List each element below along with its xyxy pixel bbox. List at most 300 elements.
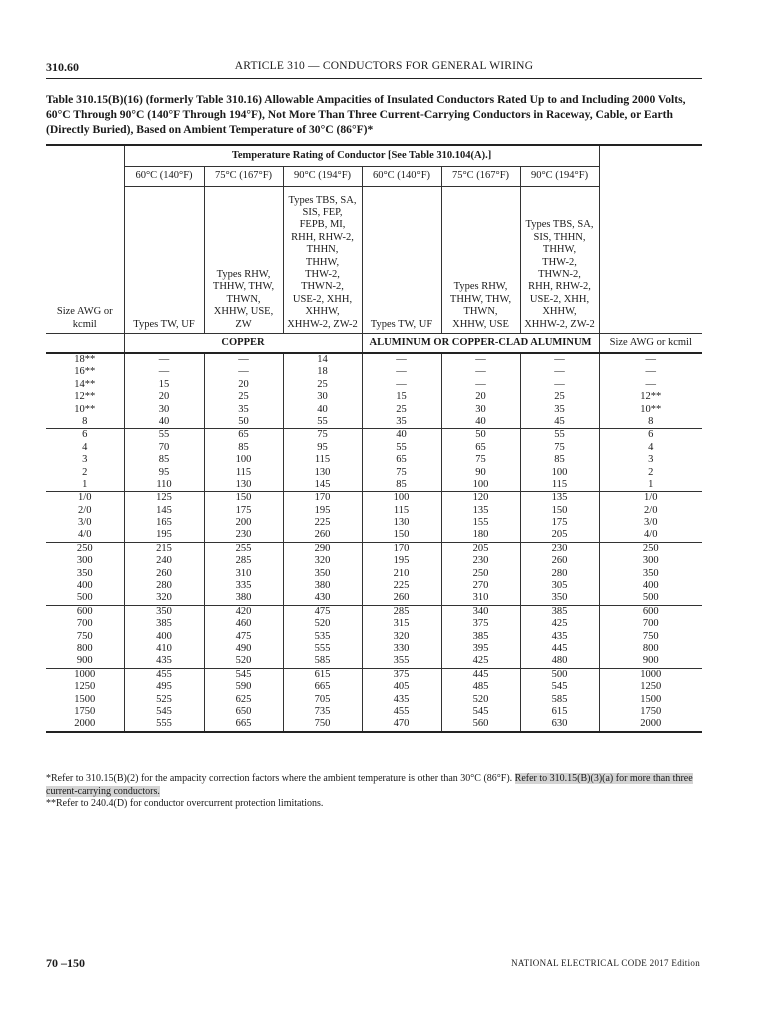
cell-value: 260 xyxy=(314,529,331,541)
cell-value: 8 xyxy=(648,415,654,427)
types-90c-cu: Types TBS, SA, SIS, FEP, FEPB, MI, RHH, RHW-2, THHN, THHW, THW-2, THWN-2, USE-2, XHH, XHHW, XHHW-2, ZW-2 xyxy=(283,187,362,334)
table-cell xyxy=(599,605,702,668)
cell-value: 95 xyxy=(317,441,328,453)
cell-value: — xyxy=(645,366,657,378)
cell-value: 2/0 xyxy=(78,504,92,516)
cell-value: 315 xyxy=(393,618,410,630)
table-notes xyxy=(46,773,706,811)
cell-value: — xyxy=(554,366,565,378)
cell-value: 350 xyxy=(551,592,568,604)
cell-value: 14** xyxy=(74,378,96,390)
table-caption: Table 310.15(B)(16) (formerly Table 310.16) Allowable Ampacities of Insulated Conductors Rated Up to and Including 2000 Volts, 60°C Through 90°C (140°F Through 194°F), Not More Than Three Current-Carrying Conductors in Raceway, Cable, or Earth (Directly Buried), Based on Ambient Temperature of 30°C (86°F)* xyxy=(46,93,686,136)
table-body xyxy=(46,353,702,732)
cell-value: — xyxy=(158,354,170,365)
cell-value: 545 xyxy=(551,681,568,693)
table-cell xyxy=(204,429,283,492)
cell-value: 520 xyxy=(235,655,252,667)
cell-value: 150 xyxy=(393,529,410,541)
cell-value: — xyxy=(475,366,486,378)
table-cell xyxy=(599,353,702,429)
cell-value: 475 xyxy=(314,605,331,617)
cell-value: 555 xyxy=(314,642,331,654)
table-cell xyxy=(124,605,204,668)
cell-value: 310 xyxy=(235,567,252,579)
cell-value: 500 xyxy=(76,592,93,604)
cell-value: 280 xyxy=(156,580,172,592)
cell-value: 175 xyxy=(235,504,252,516)
cell-value: 410 xyxy=(156,642,172,654)
cell-value: 500 xyxy=(642,592,659,604)
cell-value: 1 xyxy=(82,478,88,490)
cell-value: 18** xyxy=(74,354,96,365)
cell-value: 545 xyxy=(235,668,252,680)
size-header-left-rule xyxy=(46,334,124,354)
cell-value: 115 xyxy=(393,504,410,516)
header-rule xyxy=(46,78,702,79)
cell-value: 340 xyxy=(472,605,489,617)
cell-value: 85 xyxy=(158,454,170,466)
table-cell xyxy=(283,492,362,543)
cell-value: 490 xyxy=(235,642,252,654)
cell-value: 750 xyxy=(642,630,659,642)
cell-value: 70 xyxy=(158,441,170,453)
cell-value: 405 xyxy=(393,681,410,693)
temp-60c-al: 60°C (140°F) xyxy=(362,167,441,187)
cell-value: 55 xyxy=(396,441,407,453)
note-highlight: Refer to 310.15(B)(3)(a) for more than three current-carrying conductors. xyxy=(46,773,693,797)
cell-value: 30 xyxy=(317,391,328,403)
cell-value: 380 xyxy=(235,592,252,604)
cell-value: 135 xyxy=(472,504,489,516)
cell-value: 2/0 xyxy=(644,504,658,516)
cell-value: 500 xyxy=(551,668,568,680)
cell-value: 320 xyxy=(156,592,172,604)
cell-value: 3/0 xyxy=(78,517,92,529)
table-cell xyxy=(46,429,124,492)
section-number: 310.60 xyxy=(46,60,79,74)
table-cell xyxy=(441,492,520,543)
cell-value: 95 xyxy=(158,466,170,478)
cell-value: 230 xyxy=(235,529,252,541)
table-cell xyxy=(362,353,441,429)
cell-value: 180 xyxy=(472,529,489,541)
cell-value: 195 xyxy=(393,555,410,567)
cell-value: 385 xyxy=(472,630,489,642)
cell-value: 350 xyxy=(314,567,331,579)
cell-value: 215 xyxy=(156,542,172,554)
table-cell xyxy=(124,668,204,731)
cell-value: 250 xyxy=(472,567,489,579)
table-cell xyxy=(599,668,702,731)
cell-value: 3/0 xyxy=(644,517,658,529)
cell-value: 240 xyxy=(156,555,172,567)
cell-value: 2 xyxy=(648,466,654,478)
cell-value: 12** xyxy=(74,391,96,403)
cell-value: 35 xyxy=(554,403,565,415)
table-cell xyxy=(283,668,362,731)
cell-value: 25 xyxy=(396,403,407,415)
cell-value: 335 xyxy=(235,580,252,592)
table-cell xyxy=(204,492,283,543)
cell-value: 425 xyxy=(551,618,568,630)
cell-value: 455 xyxy=(156,668,172,680)
cell-value: 115 xyxy=(314,454,331,466)
cell-value: 285 xyxy=(393,605,410,617)
cell-value: 800 xyxy=(642,642,659,654)
table-cell xyxy=(441,542,520,605)
cell-value: 260 xyxy=(393,592,410,604)
cell-value: 1250 xyxy=(640,681,662,693)
cell-value: 590 xyxy=(235,681,252,693)
cell-value: 630 xyxy=(551,718,568,730)
cell-value: 665 xyxy=(235,718,252,730)
table-cell xyxy=(124,353,204,429)
temp-60c-cu: 60°C (140°F) xyxy=(124,167,204,187)
cell-value: 170 xyxy=(393,542,410,554)
cell-value: 170 xyxy=(314,492,331,504)
cell-value: 495 xyxy=(156,681,172,693)
types-60c-cu: Types TW, UF xyxy=(124,187,204,334)
cell-value: 260 xyxy=(551,555,568,567)
cell-value: 55 xyxy=(317,415,328,427)
cell-value: 650 xyxy=(235,705,252,717)
cell-value: 1750 xyxy=(640,705,662,717)
cell-value: 15 xyxy=(396,391,407,403)
cell-value: 665 xyxy=(314,681,331,693)
cell-value: 145 xyxy=(314,478,331,490)
table-cell xyxy=(520,542,599,605)
cell-value: 750 xyxy=(314,718,331,730)
cell-value: 520 xyxy=(314,618,331,630)
table-cell xyxy=(362,429,441,492)
cell-value: 230 xyxy=(472,555,489,567)
cell-value: 1500 xyxy=(640,693,662,705)
cell-value: 545 xyxy=(156,705,172,717)
cell-value: 445 xyxy=(472,668,489,680)
cell-value: 560 xyxy=(472,718,489,730)
cell-value: 150 xyxy=(235,492,252,504)
table-cell xyxy=(283,605,362,668)
cell-value: — xyxy=(396,378,407,390)
cell-value: 470 xyxy=(393,718,410,730)
cell-value: 260 xyxy=(156,567,172,579)
cell-value: 210 xyxy=(393,567,410,579)
table-cell xyxy=(124,542,204,605)
cell-value: 130 xyxy=(393,517,410,529)
cell-value: 600 xyxy=(76,605,93,617)
cell-value: 18 xyxy=(317,366,328,378)
cell-value: 40 xyxy=(317,403,328,415)
cell-value: 205 xyxy=(472,542,489,554)
cell-value: 250 xyxy=(642,542,659,554)
size-header-left-text: Size AWG or kcmil xyxy=(56,306,113,330)
cell-value: 65 xyxy=(396,454,407,466)
cell-value: 90 xyxy=(475,466,486,478)
temp-90c-al: 90°C (194°F) xyxy=(520,167,599,187)
table-cell xyxy=(283,353,362,429)
copper-label: COPPER xyxy=(124,334,362,354)
cell-value: 355 xyxy=(393,655,410,667)
table-row-group xyxy=(46,353,702,429)
cell-value: 100 xyxy=(472,478,489,490)
cell-value: 4 xyxy=(648,441,654,453)
cell-value: 1000 xyxy=(74,668,96,680)
size-header-right: Size AWG or kcmil xyxy=(599,334,702,354)
cell-value: 110 xyxy=(156,478,172,490)
note-ambient xyxy=(46,773,706,798)
cell-value: 100 xyxy=(235,454,252,466)
table-cell xyxy=(204,353,283,429)
note-overcurrent: **Refer to 240.4(D) for conductor overcurrent protection limitations. xyxy=(46,798,324,810)
cell-value: 445 xyxy=(551,642,568,654)
table-cell xyxy=(204,605,283,668)
cell-value: 195 xyxy=(156,529,172,541)
table-cell xyxy=(362,605,441,668)
cell-value: 14 xyxy=(317,354,328,365)
cell-value: 75 xyxy=(554,441,565,453)
cell-value: 75 xyxy=(396,466,407,478)
cell-value: 115 xyxy=(551,478,568,490)
table-cell xyxy=(441,353,520,429)
cell-value: 85 xyxy=(238,441,249,453)
cell-value: 435 xyxy=(156,655,172,667)
temp-75c-al: 75°C (167°F) xyxy=(441,167,520,187)
cell-value: 130 xyxy=(235,478,252,490)
cell-value: 4/0 xyxy=(644,529,658,541)
size-header-left xyxy=(46,145,124,334)
table-cell xyxy=(441,605,520,668)
cell-value: 65 xyxy=(238,429,249,441)
types-90c-al: Types TBS, SA, SIS, THHN, THHW, THW-2, THWN-2, RHH, RHW-2, USE-2, XHH, XHHW, XHHW-2, ZW-2 xyxy=(524,219,595,330)
table-cell xyxy=(520,492,599,543)
cell-value: 585 xyxy=(314,655,331,667)
cell-value: 455 xyxy=(393,705,410,717)
cell-value: 485 xyxy=(472,681,489,693)
cell-value: 425 xyxy=(472,655,489,667)
types-60c-al: Types TW, UF xyxy=(362,187,441,334)
cell-value: 2 xyxy=(82,466,88,478)
cell-value: — xyxy=(554,354,565,365)
cell-value: 435 xyxy=(393,693,410,705)
table-cell xyxy=(204,668,283,731)
cell-value: 350 xyxy=(156,605,172,617)
cell-value: 545 xyxy=(472,705,489,717)
cell-value: 30 xyxy=(475,403,486,415)
table-cell xyxy=(520,353,599,429)
cell-value: 700 xyxy=(642,618,659,630)
cell-value: 430 xyxy=(314,592,331,604)
table-row-group xyxy=(46,668,702,731)
cell-value: — xyxy=(645,378,657,390)
cell-value: 2000 xyxy=(640,718,662,730)
cell-value: 385 xyxy=(156,618,172,630)
cell-value: 600 xyxy=(642,605,659,617)
table-cell xyxy=(46,668,124,731)
table-row-group xyxy=(46,605,702,668)
table-cell xyxy=(46,605,124,668)
cell-value: 115 xyxy=(235,466,252,478)
cell-value: 330 xyxy=(393,642,410,654)
table-cell xyxy=(441,668,520,731)
cell-value: — xyxy=(554,378,565,390)
table-cell xyxy=(46,492,124,543)
cell-value: 250 xyxy=(76,542,93,554)
cell-value: 375 xyxy=(472,618,489,630)
cell-value: 150 xyxy=(551,504,568,516)
cell-value: 50 xyxy=(475,429,486,441)
cell-value: 6 xyxy=(82,429,88,441)
cell-value: — xyxy=(238,366,249,378)
cell-value: 615 xyxy=(551,705,568,717)
cell-value: 205 xyxy=(551,529,568,541)
cell-value: 375 xyxy=(393,668,410,680)
cell-value: 585 xyxy=(551,693,568,705)
table-cell xyxy=(520,668,599,731)
cell-value: 85 xyxy=(554,454,565,466)
cell-value: 65 xyxy=(475,441,486,453)
cell-value: — xyxy=(396,354,407,365)
cell-value: 100 xyxy=(551,466,568,478)
cell-value: 800 xyxy=(76,642,93,654)
cell-value: 20 xyxy=(238,378,249,390)
cell-value: 525 xyxy=(156,693,172,705)
cell-value: 20 xyxy=(158,391,170,403)
cell-value: 20 xyxy=(475,391,486,403)
table-cell xyxy=(599,492,702,543)
cell-value: 15 xyxy=(158,378,170,390)
cell-value: 1 xyxy=(648,478,654,490)
cell-value: 155 xyxy=(472,517,489,529)
table-cell xyxy=(599,542,702,605)
cell-value: 165 xyxy=(156,517,172,529)
cell-value: 280 xyxy=(551,567,568,579)
table-row-group xyxy=(46,492,702,543)
cell-value: 125 xyxy=(156,492,172,504)
aluminum-label: ALUMINUM OR COPPER-CLAD ALUMINUM xyxy=(362,334,599,354)
cell-value: 535 xyxy=(314,630,331,642)
cell-value: 285 xyxy=(235,555,252,567)
cell-value: 12** xyxy=(640,391,662,403)
table-row-group xyxy=(46,542,702,605)
cell-value: 25 xyxy=(554,391,565,403)
table-cell xyxy=(124,492,204,543)
table-cell xyxy=(520,429,599,492)
table-cell xyxy=(362,542,441,605)
table-cell xyxy=(124,429,204,492)
cell-value: 135 xyxy=(551,492,568,504)
cell-value: 1000 xyxy=(640,668,662,680)
cell-value: 8 xyxy=(82,415,88,427)
cell-value: 1/0 xyxy=(78,492,92,504)
edition-footer: NATIONAL ELECTRICAL CODE 2017 Edition xyxy=(511,958,700,968)
cell-value: — xyxy=(475,354,486,365)
cell-value: 10** xyxy=(640,403,662,415)
cell-value: 195 xyxy=(314,504,331,516)
cell-value: 100 xyxy=(393,492,410,504)
cell-value: 130 xyxy=(314,466,331,478)
cell-value: 350 xyxy=(642,567,659,579)
cell-value: 75 xyxy=(317,429,328,441)
cell-value: 475 xyxy=(235,630,252,642)
cell-value: 735 xyxy=(314,705,331,717)
cell-value: 400 xyxy=(156,630,172,642)
page-number: 70 –150 xyxy=(46,956,85,970)
cell-value: 200 xyxy=(235,517,252,529)
note-ambient-text: *Refer to 310.15(B)(2) for the ampacity correction factors where the ambient temperature is other than 30°C (86°F). xyxy=(46,773,515,784)
table-cell xyxy=(46,353,124,429)
cell-value: 35 xyxy=(396,415,407,427)
cell-value: 1/0 xyxy=(644,492,658,504)
cell-value: 1500 xyxy=(74,693,96,705)
cell-value: 460 xyxy=(235,618,252,630)
temp-75c-cu: 75°C (167°F) xyxy=(204,167,283,187)
cell-value: 145 xyxy=(156,504,172,516)
table-row-group xyxy=(46,429,702,492)
cell-value: 625 xyxy=(235,693,252,705)
table-cell xyxy=(520,605,599,668)
cell-value: 45 xyxy=(554,415,565,427)
cell-value: 3 xyxy=(648,454,654,466)
cell-value: 520 xyxy=(472,693,489,705)
table-cell xyxy=(599,429,702,492)
cell-value: 615 xyxy=(314,668,331,680)
cell-value: 16** xyxy=(74,366,96,378)
cell-value: 4/0 xyxy=(78,529,92,541)
cell-value: 900 xyxy=(76,655,93,667)
cell-value: 555 xyxy=(156,718,172,730)
size-header-right-spacer xyxy=(599,145,702,334)
cell-value: 300 xyxy=(642,555,659,567)
cell-value: 310 xyxy=(472,592,489,604)
cell-value: 320 xyxy=(393,630,410,642)
cell-value: 350 xyxy=(76,567,93,579)
table-cell xyxy=(441,429,520,492)
cell-value: 400 xyxy=(642,580,659,592)
table-cell xyxy=(362,668,441,731)
cell-value: 700 xyxy=(76,618,93,630)
types-75c-cu: Types RHW, THHW, THW, THWN, XHHW, USE, ZW xyxy=(204,187,283,334)
cell-value: 270 xyxy=(472,580,489,592)
cell-value: 175 xyxy=(551,517,568,529)
cell-value: 900 xyxy=(642,655,659,667)
cell-value: 705 xyxy=(314,693,331,705)
cell-value: 1250 xyxy=(74,681,96,693)
table-cell xyxy=(283,542,362,605)
cell-value: 40 xyxy=(475,415,486,427)
article-title: ARTICLE 310 — CONDUCTORS FOR GENERAL WIRING xyxy=(234,60,534,72)
cell-value: 420 xyxy=(235,605,252,617)
cell-value: 290 xyxy=(314,542,331,554)
cell-value: 225 xyxy=(393,580,410,592)
temp-rating-header: Temperature Rating of Conductor [See Table 310.104(A).] xyxy=(124,145,599,167)
types-75c-al: Types RHW, THHW, THW, THWN, XHHW, USE xyxy=(441,187,520,334)
cell-value: 305 xyxy=(551,580,568,592)
cell-value: 435 xyxy=(551,630,568,642)
cell-value: 30 xyxy=(158,403,170,415)
table-cell xyxy=(204,542,283,605)
cell-value: 750 xyxy=(76,630,93,642)
cell-value: 395 xyxy=(472,642,489,654)
cell-value: 3 xyxy=(82,454,88,466)
cell-value: 4 xyxy=(82,441,88,453)
cell-value: 230 xyxy=(551,542,568,554)
cell-value: 75 xyxy=(475,454,486,466)
ampacity-table xyxy=(46,144,702,733)
cell-value: 255 xyxy=(235,542,252,554)
cell-value: 380 xyxy=(314,580,331,592)
cell-value: 10** xyxy=(74,403,96,415)
table-cell xyxy=(46,542,124,605)
